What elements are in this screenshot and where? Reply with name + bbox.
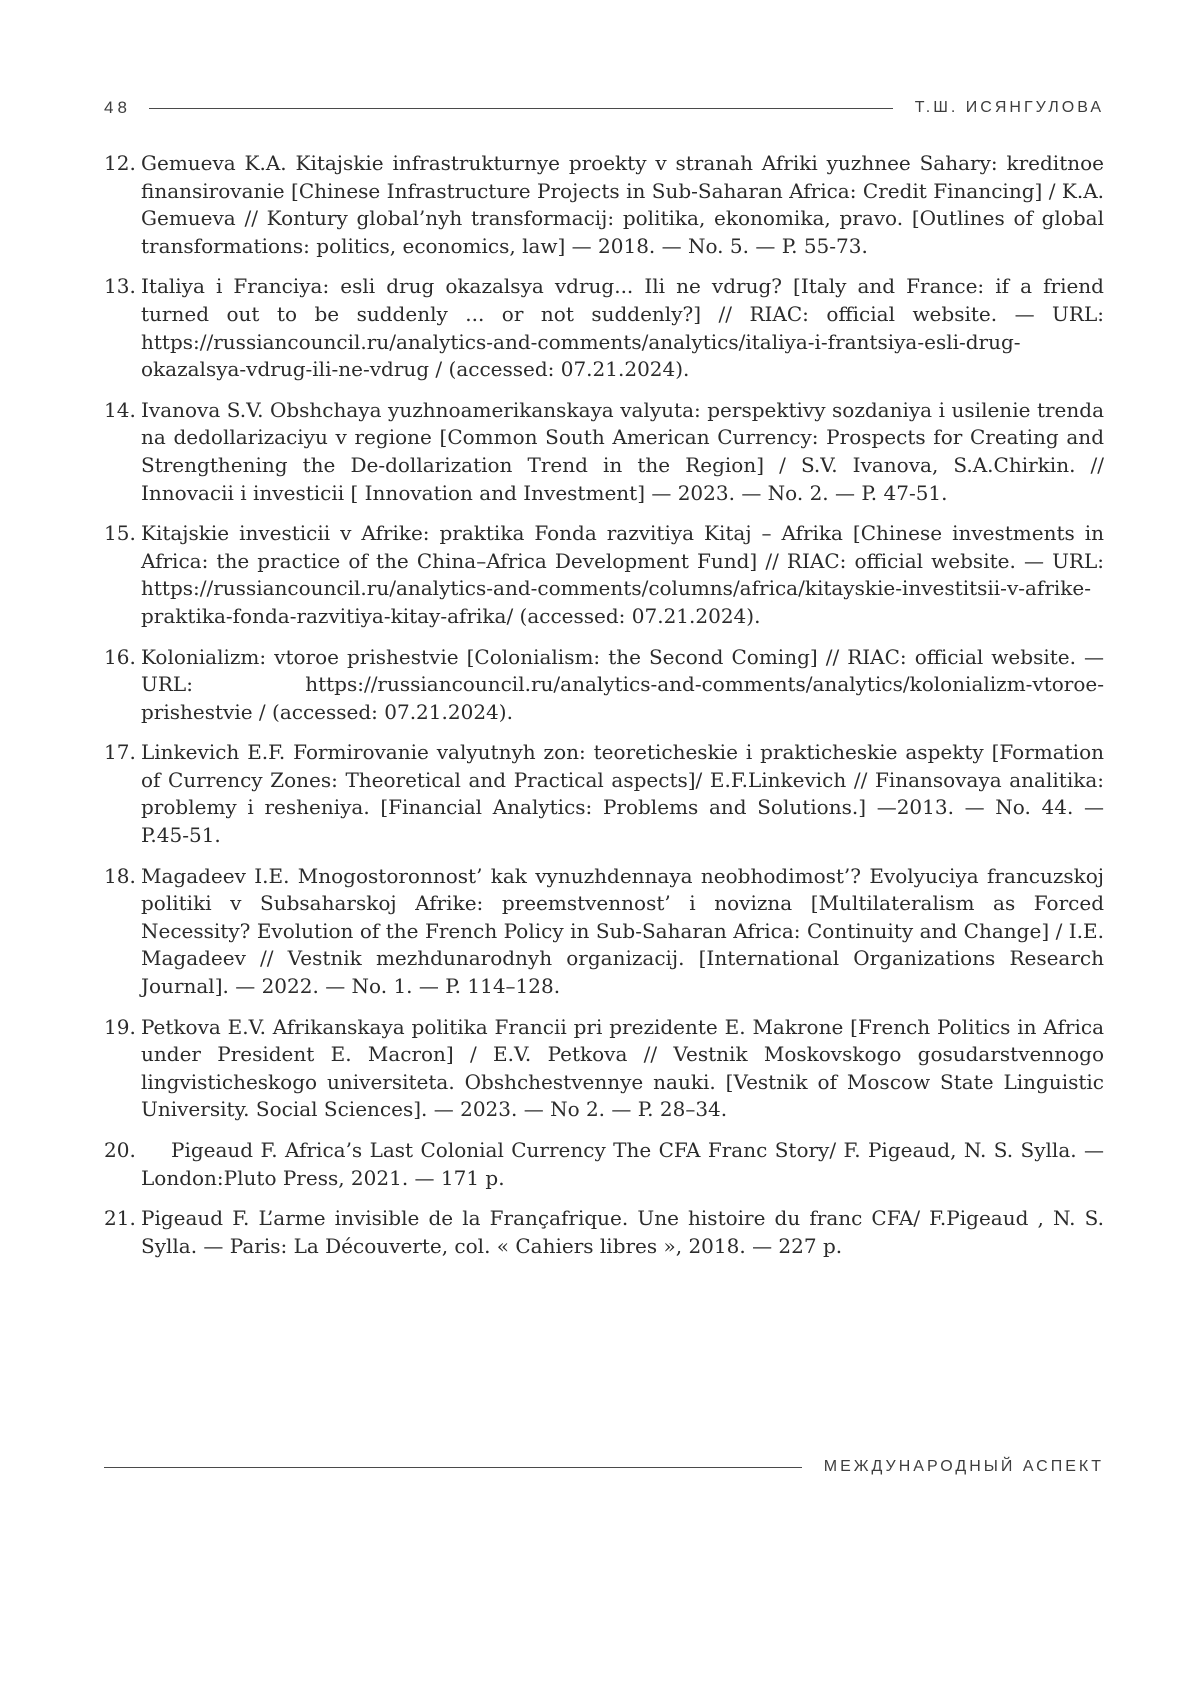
reference-text: Kolonializm: vtoroe prishestvie [Colonialism: the Second Coming] // RIAC: official website. — URL: https://russiancouncil.ru/analytics-and-comments/analytics/kolonializm-vtoroe-prishestvie / (accessed: 07.21.2024). [141,644,1104,724]
footer-label: МЕЖДУНАРОДНЫЙ АСПЕКТ [823,1458,1104,1475]
reference-text: Linkevich E.F. Formirovanie valyutnyh zon: teoreticheskie i prakticheskie aspekty [Formation of Currency Zones: Theoretical and Practical aspects]/ E.F.Linkevich // Finansovaya analitika: problemy i resheniya. [Financial Analytics: Problems and Solutions.] —2013. — No. 44. — P.45-51. [141,740,1104,848]
reference-item [104,863,1104,1001]
reference-number: 20. [104,1138,136,1162]
header-author: Т.Ш. ИСЯНГУЛОВА [914,99,1104,116]
reference-text: Pigeaud F. Africa’s Last Colonial Currency The CFA Franc Story/ F. Pigeaud, N. S. Sylla. — London:Pluto Press, 2021. — 171 p. [141,1138,1104,1190]
reference-text: Ivanova S.V. Obshchaya yuzhnoamerikanskaya valyuta: perspektivy sozdaniya i usilenie trenda na dedollarizaciyu v regione [Common South American Currency: Prospects for Creating and Strengthening the De-dollarization Trend in the Region] / S.V. Ivanova, S.A.Chirkin. // Innovacii i investicii [ Innovation and Investment] — 2023. — No. 2. — P. 47-51. [141,397,1104,505]
reference-item [104,1205,1104,1260]
reference-text: Petkova E.V. Afrikanskaya politika Francii pri prezidente E. Makrone [French Politics in Africa under President E. Macron] / E.V. Petkova // Vestnik Moskovskogo gosudarstvennogo lingvisticheskogo universiteta. Obshchestvennye nauki. [Vestnik of Moscow State Linguistic University. Social Sciences]. — 2023. — No 2. — P. 28–34. [141,1014,1104,1122]
reference-text: Pigeaud F. L’arme invisible de la Françafrique. Une histoire du franc CFA/ F.Pigeaud , N. S. Sylla. — Paris: La Découverte, col. « Cahiers libres », 2018. — 227 p. [141,1206,1104,1258]
reference-number: 21. [104,1206,136,1231]
page-footer [104,1458,1104,1476]
reference-item [104,150,1104,260]
reference-item [104,644,1104,727]
reference-item [104,273,1104,383]
reference-number: 16. [104,644,136,669]
footer-rule [104,1467,802,1468]
reference-item [104,397,1104,507]
reference-number: 18. [104,863,136,888]
reference-text: Italiya i Franciya: esli drug okazalsya vdrug... Ili ne vdrug? [Italy and France: if a friend turned out to be suddenly ... or not suddenly?] // RIAC: official website. — URL: https://russiancouncil.ru/analytics-and-comments/analytics/italiya-i-frantsiya-esli-drug-okazalsya-vdrug-ili-ne-vdrug / (accessed: 07.21.2024). [141,274,1104,382]
reference-number: 13. [104,274,136,299]
reference-text: Kitajskie investicii v Afrike: praktika Fonda razvitiya Kitaj – Afrika [Chinese investments in Africa: the practice of the China–Africa Development Fund] // RIAC: official website. — URL: https://russiancouncil.ru/analytics-and-comments/columns/africa/kitayskie-investitsii-v-afrike-praktika-fonda-razvitiya-kitay-afrika/ (accessed: 07.21.2024). [141,521,1104,628]
reference-number: 19. [104,1014,136,1039]
reference-item [104,1014,1104,1124]
header-rule [149,108,893,109]
reference-number: 14. [104,397,136,422]
page-number: 48 [104,98,131,117]
page-header [104,98,1104,118]
reference-number: 17. [104,740,136,765]
reference-item [104,739,1104,849]
reference-text: Magadeev I.E. Mnogostoronnost’ kak vynuzhdennaya neobhodimost’? Evolyuciya francuzskoj politiki v Subsaharskoj Afrike: preemstvennost’ i novizna [Multilateralism as Forced Necessity? Evolution of the French Policy in Sub-Saharan Africa: Continuity and Change] / I.E. Magadeev // Vestnik mezhdunarodnyh organizacij. [International Organizations Research Journal]. — 2022. — No. 1. — P. 114–128. [141,863,1104,999]
reference-text: Gemueva K.A. Kitajskie infrastrukturnye proekty v stranah Afriki yuzhnee Sahary: kreditnoe finansirovanie [Chinese Infrastructure Projects in Sub-Saharan Africa: Credit Financing] / K.A. Gemueva // Kontury global’nyh transformacij: politika, ekonomika, pravo. [Outlines of global transformations: politics, economics, law] — 2018. — No. 5. — P. 55-73. [141,151,1104,258]
reference-number: 15. [104,521,136,546]
reference-list [104,150,1104,1260]
reference-item [104,1137,1104,1192]
reference-item [104,520,1104,630]
reference-number: 12. [104,151,136,175]
